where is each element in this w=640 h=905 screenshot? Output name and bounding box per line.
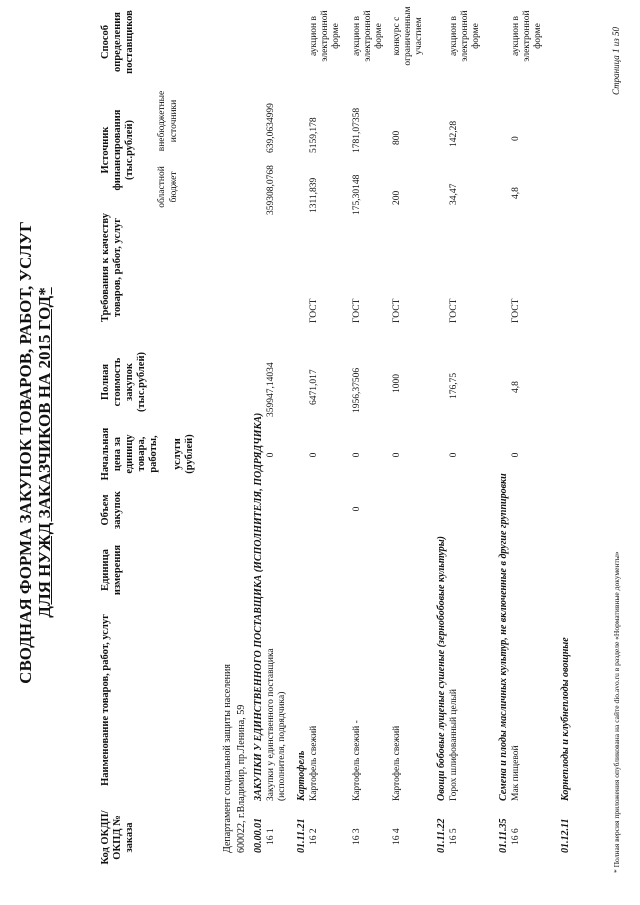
header-start-price-tail: услуги (рублей) xyxy=(172,434,195,474)
row-number: 16 6 xyxy=(511,828,521,845)
row-funding-other: 639,0634999 xyxy=(266,103,276,153)
row-funding-regional: 34,47 xyxy=(449,183,459,205)
section-code: 01.11.21 xyxy=(296,818,307,853)
section-code: 01.12.11 xyxy=(560,818,571,853)
row-name: Закупки у единственного поставщика xyxy=(266,648,276,801)
department-address: 600022, г.Владимир, пр.Ленина, 59 xyxy=(236,704,247,853)
row-funding-regional: 4,8 xyxy=(511,187,521,199)
section-title: Овощи бобовые лущеные сушеные (зернобобовые культуры) xyxy=(436,536,447,801)
row-full-cost: 6471,017 xyxy=(309,369,319,405)
header-start-price-main: Начальная цена за единицу товара, работы, xyxy=(100,427,159,481)
row-volume: 0 xyxy=(352,506,362,512)
row-funding-other: 0 xyxy=(511,136,521,141)
row-funding-other: 5159,178 xyxy=(309,117,319,153)
header-unit: Единица измерения xyxy=(100,544,123,596)
row-name: Картофель свежий xyxy=(309,725,319,801)
row-full-cost: 4,8 xyxy=(511,381,521,393)
section-title: Корнеплоды и клубнеплоды овощные xyxy=(560,637,571,801)
row-name: Горох шлифованный целый xyxy=(449,689,459,801)
row-full-cost: 1956,37506 xyxy=(352,367,362,413)
header-full-cost: Полная стоимость закупок (тыс.рублей) xyxy=(100,351,147,413)
row-funding-regional: 1311,839 xyxy=(309,177,319,213)
row-start-price: 0 xyxy=(449,452,459,458)
row-number: 16 5 xyxy=(449,828,459,845)
row-method: аукцион в электронной форме xyxy=(309,10,341,62)
row-name: Картофель свежий xyxy=(392,725,402,801)
row-requirements: ГОСТ xyxy=(392,298,402,323)
row-requirements: ГОСТ xyxy=(449,298,459,323)
row-number: 16 4 xyxy=(392,828,402,845)
footnote: * Полная версия приложения опубликована на сайте dio.avo.ru в разделе «Нормативные документы» xyxy=(612,551,621,873)
header-name: Наименование товаров, работ, услуг xyxy=(100,614,111,786)
section-title: ЗАКУПКИ У ЕДИНСТВЕННОГО ПОСТАВЩИКА (ИСПОЛНИТЕЛЯ, ПОДРЯДЧИКА) xyxy=(253,412,264,801)
title-line-1: СВОДНАЯ ФОРМА ЗАКУПОК ТОВАРОВ, РАБОТ, УСЛУГ xyxy=(16,221,35,684)
header-requirements: Требования к качеству товаров, работ, услуг xyxy=(100,213,123,323)
section-code: 00.00.01 xyxy=(253,818,264,853)
row-requirements: ГОСТ xyxy=(511,298,521,323)
header-funding-other: внебюджетные источники xyxy=(157,90,179,152)
row-name: Мак пищевой xyxy=(511,745,521,801)
row-funding-regional: 200 xyxy=(392,190,402,205)
header-start-price xyxy=(100,423,196,485)
row-full-cost: 359947,14034 xyxy=(266,362,276,417)
title-line-2: ДЛЯ НУЖД ЗАКАЗЧИКОВ НА 2015 ГОД* xyxy=(35,287,54,618)
row-start-price: 0 xyxy=(352,452,362,458)
row-method: аукцион в электронной форме xyxy=(449,10,481,62)
row-funding-other: 142,28 xyxy=(449,120,459,147)
row-method: аукцион в электронной форме xyxy=(511,10,543,62)
row-method: аукцион в электронной форме xyxy=(352,10,384,62)
row-full-cost: 1000 xyxy=(392,374,402,393)
section-title: Картофель xyxy=(296,750,307,801)
header-volume: Объем закупок xyxy=(100,491,123,529)
section-title: Семена и плоды масличных культур, не включенные в другие группировки xyxy=(498,473,509,801)
row-name: Картофель свежий - xyxy=(352,720,362,801)
row-full-cost: 176,75 xyxy=(449,372,459,399)
document-title xyxy=(16,0,54,905)
row-start-price: 0 xyxy=(392,452,402,458)
row-requirements: ГОСТ xyxy=(309,298,319,323)
row-funding-regional: 359308,0768 xyxy=(266,165,276,215)
row-method: конкурс с ограниченным участием xyxy=(392,6,424,66)
row-number: 16 2 xyxy=(309,828,319,845)
row-funding-regional: 175,30148 xyxy=(352,174,362,215)
row-number: 16 1 xyxy=(266,828,276,845)
department-name: Департамент социальной защиты населения xyxy=(222,664,233,853)
row-name-continued: (исполнителя, подрядчика) xyxy=(277,691,287,801)
row-start-price: 0 xyxy=(266,452,276,458)
header-method: Способ определения поставщиков xyxy=(100,10,135,74)
row-number: 16 3 xyxy=(352,828,362,845)
row-funding-other: 800 xyxy=(392,130,402,145)
section-code: 01.11.35 xyxy=(498,818,509,853)
row-start-price: 0 xyxy=(511,452,521,458)
header-funding: Источник финансирования (тыс.рублей) xyxy=(100,109,135,191)
row-funding-other: 1781,07358 xyxy=(352,107,362,153)
row-start-price: 0 xyxy=(309,452,319,458)
section-code: 01.11.22 xyxy=(436,818,447,853)
header-funding-regional: областной бюджет xyxy=(157,166,179,208)
row-requirements: ГОСТ xyxy=(352,298,362,323)
page-label: Страница 1 из 50 xyxy=(611,27,621,95)
header-code: Код ОКДП/ ОКПД № заказа xyxy=(100,810,135,865)
